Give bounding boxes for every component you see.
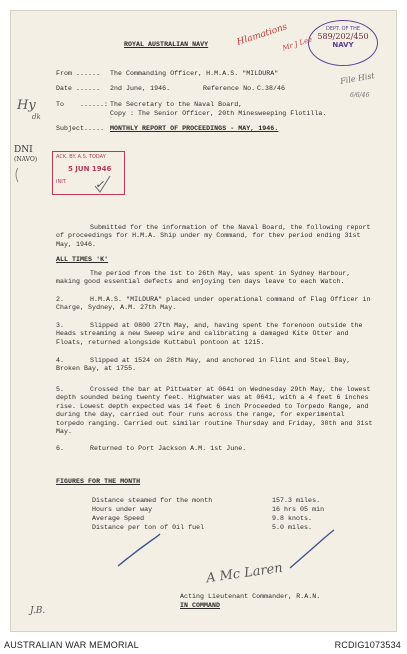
footer-archive-id: RCDIG1073534	[334, 640, 401, 650]
ack-initial-handwritten: ✓	[95, 178, 105, 191]
footer-archive-name: AUSTRALIAN WAR MEMORIAL	[4, 640, 139, 650]
paragraph-1: The period from the 1st to 26th May, was spent in Sydney Harbour, making good essential defects and enjoying ten days leave to each Watch.	[56, 270, 351, 286]
pencil-left-sub: dk	[32, 113, 41, 121]
signature-title: Acting Lieutenant Commander, R.A.N.	[180, 593, 321, 600]
ack-stamp-init: INIT.	[56, 179, 67, 185]
figures-row-label: Distance per ton of 0il fuel	[92, 524, 205, 531]
from-value: The Commanding Officer, H.M.A.S. "MILDURA"	[110, 70, 279, 77]
reference-label: Reference No.	[203, 85, 256, 92]
paragraph-6-number: 6.	[56, 445, 65, 452]
figures-row-value: 9.8 knots.	[272, 515, 313, 522]
intro-paragraph: Submitted for the information of the Naval Board, the following report of proceedings for H.M.A. Ship under my Command, for thev period ending 31st May, 1946.	[56, 224, 371, 248]
navy-stamp-line1: DEPT. OF THE	[325, 26, 361, 32]
acknowledgement-stamp	[52, 151, 125, 195]
figures-row-value: 157.3 miles.	[272, 497, 321, 504]
pencil-bracket	[16, 168, 18, 182]
figures-row-value: 5.0 miles.	[272, 524, 313, 531]
figures-row-value: 16 hrs 05 min	[272, 506, 325, 513]
pencil-left-initials: Hy	[17, 98, 36, 113]
date-label: Date ......	[56, 85, 101, 92]
bottom-initials: J.B.	[30, 606, 46, 616]
navy-stamp-line3: NAVY	[332, 41, 354, 49]
paragraph-2-number: 2.	[56, 296, 65, 303]
figures-row-label: Distance steamed for the month	[92, 497, 213, 504]
signature-handwritten: A Mc Laren	[205, 560, 284, 587]
figures-heading: FIGURES FOR THE MONTH	[56, 478, 141, 485]
ack-stamp-date: 5 JUN 1946	[68, 165, 112, 173]
ack-stamp-line1: ACK. BY. A.S. TODAY	[56, 154, 106, 160]
subject-label: Subject.....	[56, 125, 105, 132]
pencil-file-note: File Hist	[339, 71, 376, 86]
paragraph-4-number: 4.	[56, 357, 65, 364]
paragraph-5: Crossed the bar at Pittwater at 0641 on Wednesday 29th May, the lowest depth sounded being twenty feet. Highwater was at 0641, with a 4 feet 6 inches rise. Lowest depth expected was 14 feet 6 inch Proceeded to Torpedo Range, and during the day, carried out four runs across the range, for experimental torpedo ranging. Carried out similar routine Thursday and Friday, 30th and 31st May.	[56, 386, 373, 436]
copy-value: Copy : The Senior Officer, 20th Minesweeping Flotilla.	[110, 110, 327, 117]
paragraph-5-number: 5.	[56, 386, 65, 393]
blue-ink-stroke-right	[290, 530, 334, 568]
navy-stamp-number: 589/202/450	[317, 32, 369, 41]
red-handwritten-note: Hlamations	[235, 22, 289, 48]
paragraph-2: H.M.A.S. "MILDURA" placed under operational command of Flag Officer in Charge, Sydney, A.M. 27th May.	[56, 296, 371, 312]
red-handwritten-note-2: Mr J Lee	[281, 35, 314, 53]
paragraph-6: Returned to Port Jackson A.M. 1st June.	[90, 445, 247, 452]
figures-row-label: Hours under way	[92, 506, 153, 513]
to-dots: ......:	[80, 101, 109, 108]
to-value: The Secretary to the Naval Board,	[110, 101, 243, 108]
figures-row-label: Average Speed	[92, 515, 145, 522]
document-title: ROYAL AUSTRALIAN NAVY	[124, 41, 209, 48]
paragraph-3-number: 3.	[56, 322, 65, 329]
all-times-heading: ALL TIMES 'K'	[56, 256, 109, 263]
paragraph-3: Slipped at 0800 27th May, and, having spent the forenoon outside the Heads streaming a new Sweep wire and calibrating a damaged Kite Otter and Floats, returned alongside Kuttabul pontoon at 1215.	[56, 322, 363, 346]
dni-note: DNI	[14, 145, 33, 155]
from-label: From ......	[56, 70, 101, 77]
date-value: 2nd June, 1946.	[110, 85, 171, 92]
reference-value: C.38/46	[257, 85, 286, 92]
pencil-file-date: 6/6/46	[350, 92, 370, 99]
dni-sub-note: (NAVO)	[14, 156, 38, 163]
to-label: To	[56, 101, 65, 108]
subject-value: MONTHLY REPORT OF PROCEEDINGS - MAY, 1946.	[110, 125, 279, 132]
blue-ink-stroke-left	[118, 534, 160, 566]
navy-department-stamp	[308, 20, 378, 66]
signature-command: IN COMMAND	[180, 602, 221, 609]
paragraph-4: Slipped at 1524 on 28th May, and anchored in Flint and Steel Bay, Broken Bay, at 1755.	[56, 357, 351, 373]
